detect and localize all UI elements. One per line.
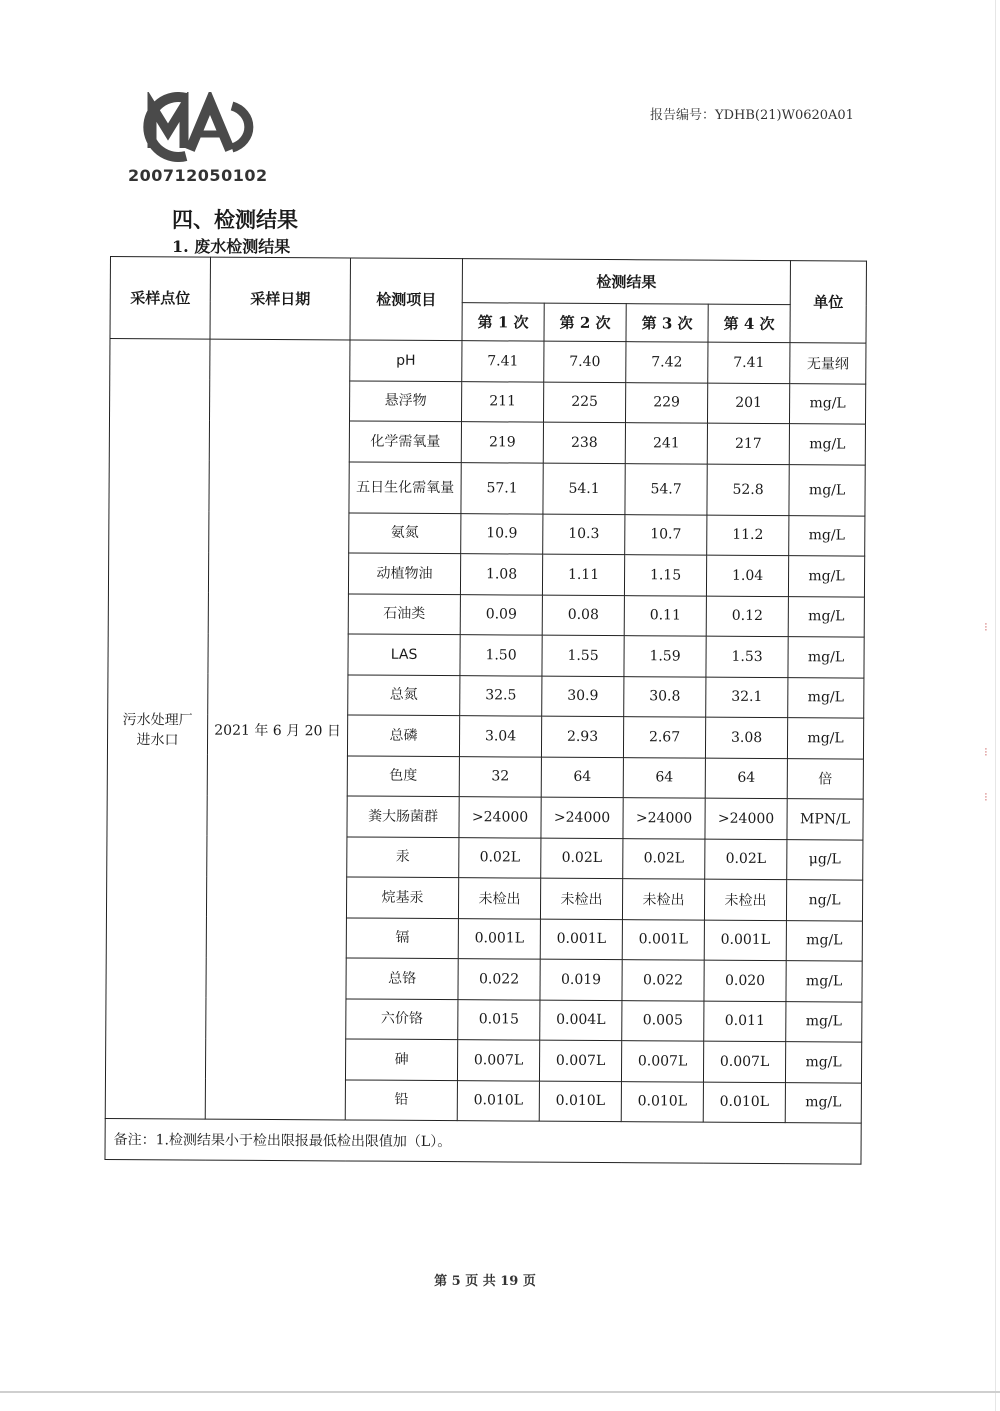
result-value-run-4: 1.04 (706, 555, 788, 596)
test-item: 镉 (346, 917, 458, 958)
result-value-run-4: 11.2 (707, 515, 789, 556)
result-value-run-3: 1.59 (624, 636, 706, 677)
header-run-1: 第 1 次 (462, 303, 544, 342)
result-value-run-4: 0.02L (705, 839, 787, 880)
result-value-run-1: 3.04 (459, 716, 541, 757)
result-value-run-2: 54.1 (543, 463, 625, 514)
seal-fragment: ⁝ (984, 745, 988, 759)
result-value-run-4: 0.12 (706, 596, 788, 637)
unit: MPN/L (787, 799, 863, 840)
test-item: 铅 (345, 1079, 457, 1120)
result-value-run-2: 225 (543, 382, 625, 423)
test-item: 总铬 (346, 958, 458, 999)
seal-fragment: ⁝ (984, 790, 988, 804)
subsection-title: 1. 废水检测结果 (172, 237, 291, 256)
result-value-run-2: 1.55 (542, 635, 624, 676)
result-value-run-4: >24000 (705, 798, 787, 839)
result-value-run-1: 0.022 (458, 959, 540, 1000)
test-item: 汞 (347, 836, 459, 877)
unit: 倍 (787, 758, 863, 799)
result-value-run-4: 0.020 (704, 960, 786, 1001)
result-value-run-3: 0.02L (623, 838, 705, 879)
result-value-run-1: 211 (461, 381, 543, 422)
unit: mg/L (788, 637, 864, 678)
test-item: 动植物油 (348, 553, 460, 594)
result-value-run-3: 30.8 (624, 676, 706, 717)
result-value-run-2: 0.08 (542, 595, 624, 636)
test-item: 化学需氧量 (349, 421, 461, 462)
results-table (104, 256, 867, 1165)
result-value-run-1: 0.001L (458, 918, 540, 959)
result-value-run-2: 0.02L (541, 838, 623, 879)
result-value-run-3: 1.15 (624, 555, 706, 596)
result-value-run-2: 0.019 (540, 959, 622, 1000)
result-value-run-4: 201 (707, 383, 789, 424)
result-value-run-4: 0.001L (704, 920, 786, 961)
table-row (110, 339, 866, 384)
table-note: 备注：1.检测结果小于检出限报最低检出限值加（L）。 (105, 1118, 861, 1164)
result-value-run-1: 0.015 (458, 999, 540, 1040)
header-run-4: 第 4 次 (708, 304, 790, 343)
page-footer: 第 5 页 共 19 页 (434, 1274, 536, 1289)
result-value-run-2: 未检出 (540, 878, 622, 919)
unit: mg/L (786, 1001, 862, 1042)
result-value-run-3: 54.7 (625, 463, 707, 514)
unit: 无量纲 (790, 343, 866, 384)
header-run-3: 第 3 次 (626, 304, 708, 343)
result-value-run-2: 0.007L (539, 1040, 621, 1081)
unit: mg/L (789, 424, 865, 465)
result-value-run-3: 229 (625, 382, 707, 423)
header-date: 采样日期 (210, 257, 350, 340)
unit: mg/L (785, 1082, 861, 1123)
result-value-run-3: 未检出 (622, 879, 704, 920)
result-value-run-2: 64 (541, 757, 623, 798)
test-item: 烷基汞 (346, 877, 458, 918)
test-item: 六价铬 (346, 998, 458, 1039)
result-value-run-3: 0.001L (622, 919, 704, 960)
unit: mg/L (790, 383, 866, 424)
results-table-wrapper (104, 256, 888, 1165)
result-value-run-1: 32.5 (460, 675, 542, 716)
header-location: 采样点位 (110, 257, 210, 340)
result-value-run-1: 32 (459, 756, 541, 797)
test-item: 悬浮物 (349, 380, 461, 421)
result-value-run-2: 7.40 (544, 341, 626, 382)
cma-number: 200712050102 (128, 166, 268, 185)
test-item: pH (350, 340, 462, 381)
result-value-run-2: 238 (543, 422, 625, 463)
cma-logo-icon (128, 92, 256, 162)
sampling-location: 污水处理厂进水口 (105, 339, 210, 1120)
unit: mg/L (786, 961, 862, 1002)
result-value-run-3: 0.022 (622, 960, 704, 1001)
result-value-run-3: 7.42 (626, 342, 708, 383)
result-value-run-3: 0.007L (621, 1041, 703, 1082)
result-value-run-1: 10.9 (461, 513, 543, 554)
result-value-run-1: 0.010L (457, 1080, 539, 1121)
result-value-run-4: 7.41 (708, 342, 790, 383)
header-run-2: 第 2 次 (544, 303, 626, 342)
unit: μg/L (787, 839, 863, 880)
unit: mg/L (785, 1042, 861, 1083)
test-item: 总氮 (348, 674, 460, 715)
unit: mg/L (789, 515, 865, 556)
unit: mg/L (788, 596, 864, 637)
result-value-run-3: 0.010L (621, 1081, 703, 1122)
result-value-run-2: 0.004L (540, 1000, 622, 1041)
result-value-run-1: 0.02L (459, 837, 541, 878)
result-value-run-1: 0.09 (460, 594, 542, 635)
page-edge-bottom (0, 1391, 1000, 1393)
sampling-date: 2021 年 6 月 20 日 (205, 339, 350, 1120)
result-value-run-3: 64 (623, 757, 705, 798)
result-value-run-1: 57.1 (461, 462, 543, 513)
test-item: 总磷 (347, 715, 459, 756)
result-value-run-2: >24000 (541, 797, 623, 838)
test-item: 色度 (347, 755, 459, 796)
page-edge-right (995, 0, 996, 1411)
result-value-run-3: 0.11 (624, 595, 706, 636)
unit: mg/L (788, 677, 864, 718)
header-unit: 单位 (790, 261, 866, 343)
unit: mg/L (787, 718, 863, 759)
unit: ng/L (786, 880, 862, 921)
result-value-run-3: 2.67 (623, 717, 705, 758)
unit: mg/L (788, 556, 864, 597)
result-value-run-2: 2.93 (541, 716, 623, 757)
report-number: 报告编号：YDHB(21)W0620A01 (650, 108, 854, 123)
result-value-run-4: 未检出 (704, 879, 786, 920)
result-value-run-1: 未检出 (458, 878, 540, 919)
result-value-run-4: 0.011 (704, 1001, 786, 1042)
result-value-run-2: 10.3 (543, 514, 625, 555)
result-value-run-4: 64 (705, 758, 787, 799)
unit: mg/L (786, 920, 862, 961)
result-value-run-2: 0.010L (539, 1081, 621, 1122)
section-title: 四、检测结果 (172, 207, 298, 232)
result-value-run-3: 241 (625, 423, 707, 464)
test-item: 五日生化需氧量 (349, 461, 461, 513)
result-value-run-3: 10.7 (625, 514, 707, 555)
test-item: 石油类 (348, 593, 460, 634)
result-value-run-4: 0.007L (703, 1041, 785, 1082)
test-item: 粪大肠菌群 (347, 796, 459, 837)
result-value-run-2: 1.11 (542, 554, 624, 595)
cma-logo (128, 92, 268, 185)
result-value-run-4: 52.8 (707, 464, 789, 516)
test-item: 砷 (345, 1039, 457, 1080)
result-value-run-2: 0.001L (540, 919, 622, 960)
result-value-run-4: 1.53 (706, 636, 788, 677)
result-value-run-4: 217 (707, 423, 789, 464)
result-value-run-3: 0.005 (622, 1000, 704, 1041)
test-item: LAS (348, 634, 460, 675)
header-results: 检测结果 (462, 259, 790, 305)
result-value-run-3: >24000 (623, 798, 705, 839)
result-value-run-4: 0.010L (703, 1082, 785, 1123)
result-value-run-4: 32.1 (706, 677, 788, 718)
result-value-run-1: 1.08 (460, 554, 542, 595)
result-value-run-1: >24000 (459, 797, 541, 838)
unit: mg/L (789, 464, 865, 515)
result-value-run-1: 0.007L (457, 1040, 539, 1081)
result-value-run-4: 3.08 (705, 717, 787, 758)
result-value-run-2: 30.9 (542, 676, 624, 717)
result-value-run-1: 7.41 (462, 341, 544, 382)
test-item: 氨氮 (349, 512, 461, 553)
seal-fragment: ⁝ (984, 620, 988, 634)
result-value-run-1: 1.50 (460, 635, 542, 676)
header-item: 检测项目 (350, 258, 462, 341)
result-value-run-1: 219 (461, 422, 543, 463)
